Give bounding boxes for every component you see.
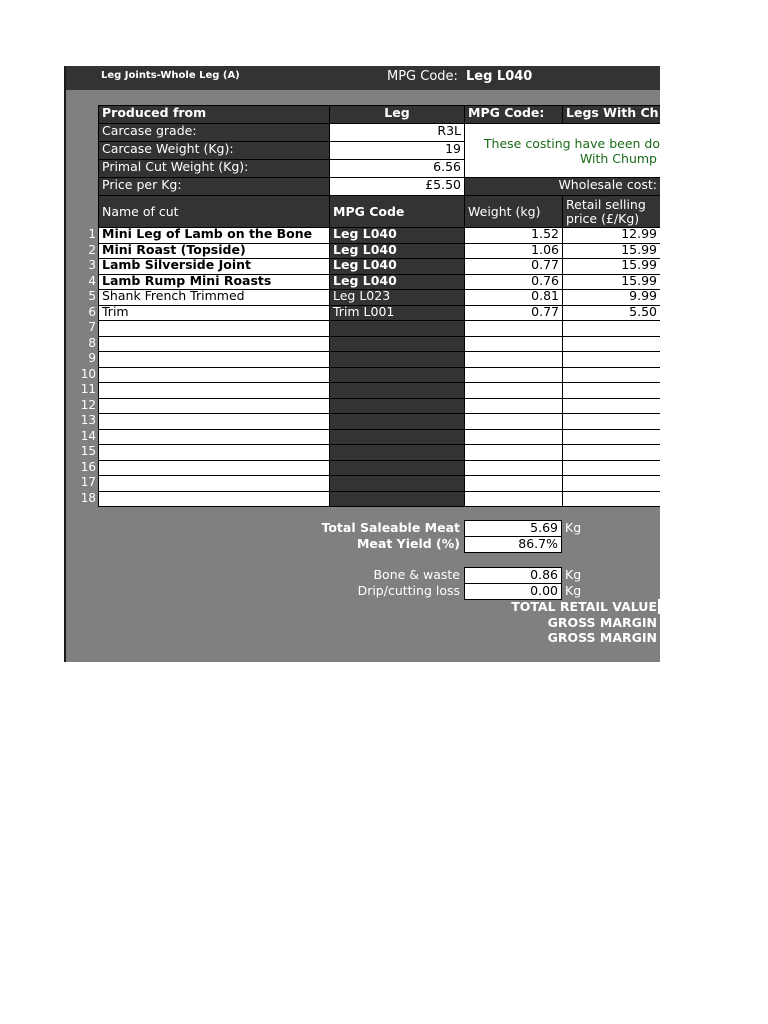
- col-header-price-line-2: price (£/Kg): [566, 211, 640, 226]
- weight-cell[interactable]: [464, 444, 563, 461]
- row-number: 13: [80, 413, 96, 427]
- carcase-grade-label: Carcase grade:: [98, 123, 330, 142]
- price-cell[interactable]: [562, 491, 660, 507]
- info-mpg-code-value[interactable]: Legs With Ch: [562, 105, 660, 124]
- row-number: 6: [88, 305, 96, 319]
- weight-cell[interactable]: 0.77: [464, 258, 563, 275]
- row-number: 15: [80, 444, 96, 458]
- price-per-kg-label: Price per Kg:: [98, 177, 330, 196]
- cut-name-cell[interactable]: Trim: [98, 305, 330, 321]
- col-header-price: [562, 195, 660, 228]
- price-cell[interactable]: 15.99: [562, 258, 660, 275]
- weight-cell[interactable]: [464, 398, 563, 414]
- mpg-code-cell[interactable]: [329, 413, 465, 430]
- carcase-weight-label: Carcase Weight (Kg):: [98, 141, 330, 160]
- weight-cell[interactable]: 1.06: [464, 243, 563, 259]
- price-cell[interactable]: [562, 444, 660, 461]
- weight-cell[interactable]: [464, 413, 563, 430]
- total-retail-value-label: TOTAL RETAIL VALUE: [511, 599, 657, 614]
- mpg-code-cell[interactable]: Leg L040: [329, 258, 465, 275]
- meat-yield-label: Meat Yield (%): [356, 536, 460, 551]
- header-mpg-value: Leg L040: [466, 69, 533, 84]
- drip-loss-label: Drip/cutting loss: [357, 583, 460, 598]
- cut-name-cell[interactable]: [98, 460, 330, 476]
- mpg-code-cell[interactable]: Trim L001: [329, 305, 465, 321]
- info-mpg-code-label: MPG Code:: [464, 105, 563, 124]
- weight-cell[interactable]: 0.77: [464, 305, 563, 321]
- row-number: 17: [80, 475, 96, 489]
- cut-name-cell[interactable]: Lamb Rump Mini Roasts: [98, 274, 330, 290]
- weight-cell[interactable]: 0.76: [464, 274, 563, 290]
- cut-name-cell[interactable]: [98, 491, 330, 507]
- cut-name-cell[interactable]: Lamb Silverside Joint: [98, 258, 330, 275]
- mpg-code-cell[interactable]: Leg L023: [329, 289, 465, 306]
- total-saleable-value[interactable]: 5.69: [464, 520, 562, 537]
- weight-cell[interactable]: [464, 367, 563, 383]
- cut-name-cell[interactable]: [98, 320, 330, 337]
- bone-waste-label: Bone & waste: [373, 567, 460, 582]
- mpg-code-cell[interactable]: [329, 475, 465, 492]
- cut-name-cell[interactable]: Mini Roast (Topside): [98, 243, 330, 259]
- weight-cell[interactable]: [464, 351, 563, 368]
- row-number: 11: [80, 382, 96, 396]
- cut-name-cell[interactable]: [98, 336, 330, 352]
- row-number: 3: [88, 258, 96, 272]
- weight-cell[interactable]: 0.81: [464, 289, 563, 306]
- primal-weight-label: Primal Cut Weight (Kg):: [98, 159, 330, 178]
- price-cell[interactable]: [562, 460, 660, 476]
- cut-name-cell[interactable]: [98, 367, 330, 383]
- cut-name-cell[interactable]: [98, 413, 330, 430]
- cut-name-cell[interactable]: Mini Leg of Lamb on the Bone: [98, 227, 330, 244]
- drip-loss-value[interactable]: 0.00: [464, 583, 562, 600]
- mpg-code-cell[interactable]: [329, 398, 465, 414]
- cut-name-cell[interactable]: [98, 429, 330, 445]
- row-number: 18: [80, 491, 96, 505]
- mpg-code-cell[interactable]: [329, 320, 465, 337]
- cut-name-cell[interactable]: [98, 351, 330, 368]
- header-mpg-label: MPG Code:: [387, 69, 458, 84]
- row-number: 7: [88, 320, 96, 334]
- produced-from-value[interactable]: Leg: [329, 105, 465, 124]
- price-cell[interactable]: [562, 429, 660, 445]
- col-header-weight: Weight (kg): [464, 195, 563, 228]
- carcase-grade-field[interactable]: R3L: [329, 123, 465, 142]
- drip-loss-unit: Kg: [565, 583, 582, 598]
- mpg-code-cell[interactable]: [329, 367, 465, 383]
- mpg-code-cell[interactable]: Leg L040: [329, 243, 465, 259]
- bone-waste-value[interactable]: 0.86: [464, 567, 562, 584]
- row-number: 14: [80, 429, 96, 443]
- col-header-price-line-1: Retail selling: [566, 197, 646, 212]
- total-saleable-unit: Kg: [565, 520, 582, 535]
- price-cell[interactable]: [562, 475, 660, 492]
- price-cell[interactable]: 12.99: [562, 227, 660, 244]
- mpg-code-cell[interactable]: [329, 460, 465, 476]
- row-number: 16: [80, 460, 96, 474]
- row-number: 9: [88, 351, 96, 365]
- bone-waste-unit: Kg: [565, 567, 582, 582]
- price-cell[interactable]: [562, 413, 660, 430]
- produced-from-label: Produced from: [98, 105, 330, 124]
- price-cell[interactable]: [562, 382, 660, 399]
- price-cell[interactable]: 9.99: [562, 289, 660, 306]
- price-cell[interactable]: [562, 320, 660, 337]
- weight-cell[interactable]: [464, 320, 563, 337]
- price-cell[interactable]: 15.99: [562, 274, 660, 290]
- mpg-code-cell[interactable]: [329, 336, 465, 352]
- gross-margin-label-1: GROSS MARGIN: [547, 615, 657, 630]
- gross-margin-label-2: GROSS MARGIN: [547, 630, 657, 645]
- mpg-code-cell[interactable]: [329, 444, 465, 461]
- sheet-left-border: [64, 66, 66, 662]
- total-retail-value-cell: [658, 599, 660, 614]
- row-number: 4: [88, 274, 96, 288]
- row-number: 12: [80, 398, 96, 412]
- carcase-weight-field[interactable]: 19: [329, 141, 465, 160]
- mpg-code-cell[interactable]: Leg L040: [329, 274, 465, 290]
- cut-name-cell[interactable]: [98, 398, 330, 414]
- row-number: 2: [88, 243, 96, 257]
- costing-note: [466, 136, 660, 166]
- price-cell[interactable]: [562, 398, 660, 414]
- mpg-code-cell[interactable]: [329, 382, 465, 399]
- price-cell[interactable]: 15.99: [562, 243, 660, 259]
- price-cell[interactable]: [562, 351, 660, 368]
- weight-cell[interactable]: [464, 382, 563, 399]
- col-header-mpg: MPG Code: [329, 195, 465, 228]
- price-per-kg-field[interactable]: £5.50: [329, 177, 465, 196]
- mpg-code-cell[interactable]: [329, 491, 465, 507]
- costing-note-line-1: These costing have been do: [483, 136, 660, 151]
- mpg-code-cell[interactable]: Leg L040: [329, 227, 465, 244]
- row-number: 1: [88, 227, 96, 241]
- wholesale-cost-label: Wholesale cost:: [464, 177, 660, 196]
- primal-weight-field[interactable]: 6.56: [329, 159, 465, 178]
- row-number: 10: [80, 367, 96, 381]
- cut-name-cell[interactable]: [98, 475, 330, 492]
- col-header-name: Name of cut: [98, 195, 330, 228]
- total-saleable-label: Total Saleable Meat: [321, 520, 460, 535]
- costing-note-line-2: With Chump: [579, 151, 657, 166]
- price-cell[interactable]: [562, 336, 660, 352]
- cut-name-cell[interactable]: [98, 444, 330, 461]
- row-number: 8: [88, 336, 96, 350]
- cut-name-cell[interactable]: Shank French Trimmed: [98, 289, 330, 306]
- meat-yield-value[interactable]: 86.7%: [464, 536, 562, 553]
- mpg-code-cell[interactable]: [329, 351, 465, 368]
- price-cell[interactable]: [562, 367, 660, 383]
- mpg-code-cell[interactable]: [329, 429, 465, 445]
- weight-cell[interactable]: [464, 460, 563, 476]
- row-number: 5: [88, 289, 96, 303]
- weight-cell[interactable]: [464, 429, 563, 445]
- weight-cell[interactable]: [464, 475, 563, 492]
- sheet-title: Leg Joints-Whole Leg (A): [101, 70, 240, 81]
- price-cell[interactable]: 5.50: [562, 305, 660, 321]
- weight-cell[interactable]: [464, 336, 563, 352]
- weight-cell[interactable]: 1.52: [464, 227, 563, 244]
- weight-cell[interactable]: [464, 491, 563, 507]
- cut-name-cell[interactable]: [98, 382, 330, 399]
